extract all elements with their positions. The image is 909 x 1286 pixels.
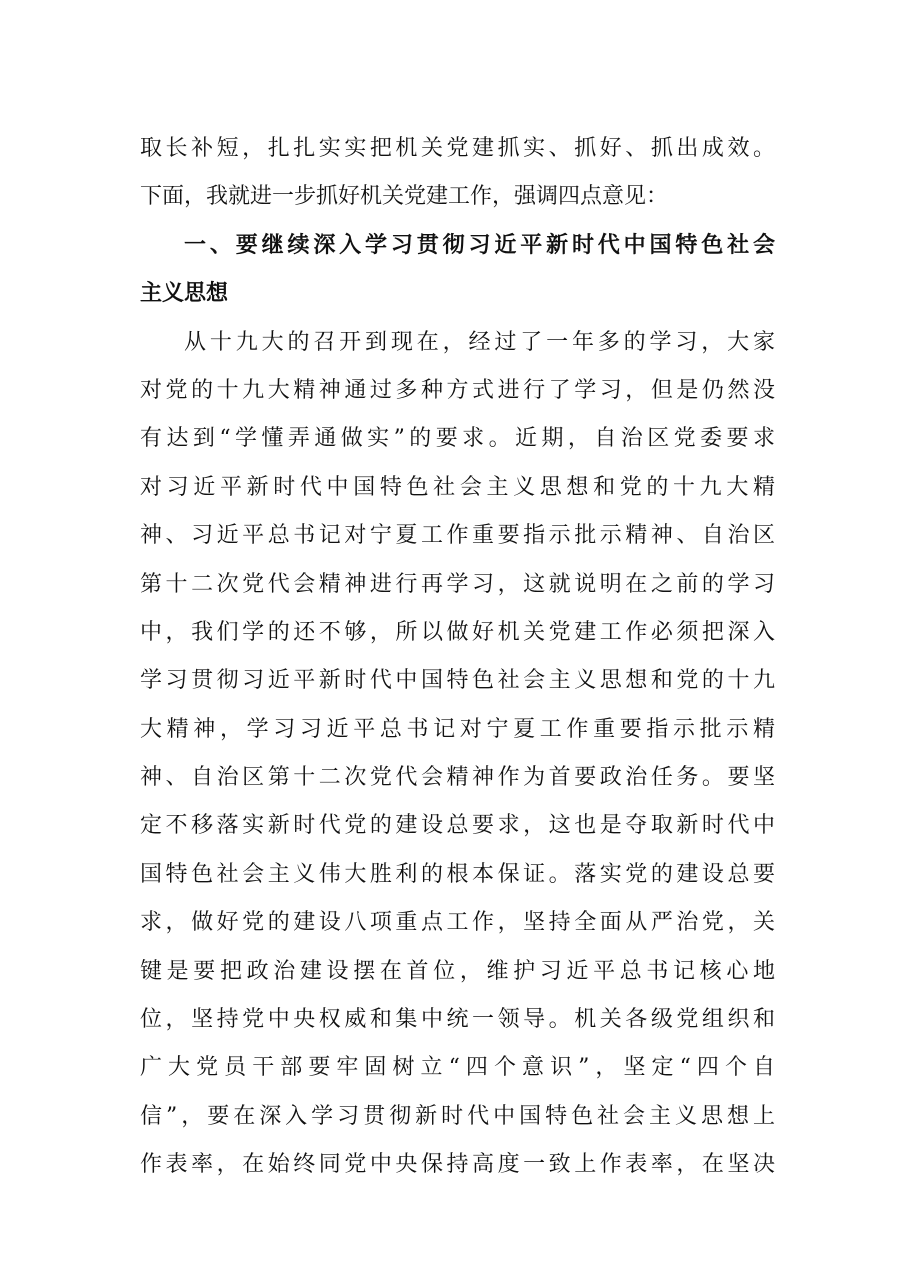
body-line: 对党的十九大精神通过多种方式进行了学习，但是仍然没 bbox=[140, 377, 775, 403]
body-line: 学习贯彻习近平新时代中国特色社会主义思想和党的十九 bbox=[140, 668, 775, 694]
body-line: 作表率，在始终同党中央保持高度一致上作表率，在坚决 bbox=[140, 1152, 775, 1178]
body-line: 定不移落实新时代党的建设总要求，这也是夺取新时代中 bbox=[140, 813, 775, 839]
body-line: 国特色社会主义伟大胜利的根本保证。落实党的建设总要 bbox=[140, 861, 775, 887]
body-line: 广大党员干部要牢固树立“四个意识”，坚定“四个自 bbox=[140, 1055, 775, 1081]
body-line: 键是要把政治建设摆在首位，维护习近平总书记核心地 bbox=[140, 958, 775, 984]
document-body bbox=[140, 125, 775, 1190]
body-line: 对习近平新时代中国特色社会主义思想和党的十九大精 bbox=[140, 474, 775, 500]
body-line: 位，坚持党中央权威和集中统一领导。机关各级党组织和 bbox=[140, 1007, 775, 1033]
body-line: 信”，要在深入学习贯彻新时代中国特色社会主义思想上 bbox=[140, 1103, 775, 1129]
body-line: 大精神，学习习近平总书记对宁夏工作重要指示批示精 bbox=[140, 716, 775, 742]
section-heading-line: 主义思想 bbox=[140, 281, 229, 307]
paragraph-first-line: 从十九大的召开到现在，经过了一年多的学习，大家 bbox=[184, 329, 775, 355]
body-line: 求，做好党的建设八项重点工作，坚持全面从严治党，关 bbox=[140, 910, 775, 936]
body-line: 神、自治区第十二次党代会精神作为首要政治任务。要坚 bbox=[140, 765, 775, 791]
body-line: 有达到“学懂弄通做实”的要求。近期，自治区党委要求 bbox=[140, 426, 775, 452]
body-line: 第十二次党代会精神进行再学习，这就说明在之前的学习 bbox=[140, 571, 775, 597]
body-line: 神、习近平总书记对宁夏工作重要指示批示精神、自治区 bbox=[140, 523, 775, 549]
section-heading-line: 一、要继续深入学习贯彻习近平新时代中国特色社会 bbox=[184, 232, 775, 258]
body-line: 中，我们学的还不够，所以做好机关党建工作必须把深入 bbox=[140, 619, 775, 645]
body-line: 下面，我就进一步抓好机关党建工作，强调四点意见： bbox=[140, 184, 669, 210]
body-line: 取长补短，扎扎实实把机关党建抓实、抓好、抓出成效。 bbox=[140, 136, 775, 161]
